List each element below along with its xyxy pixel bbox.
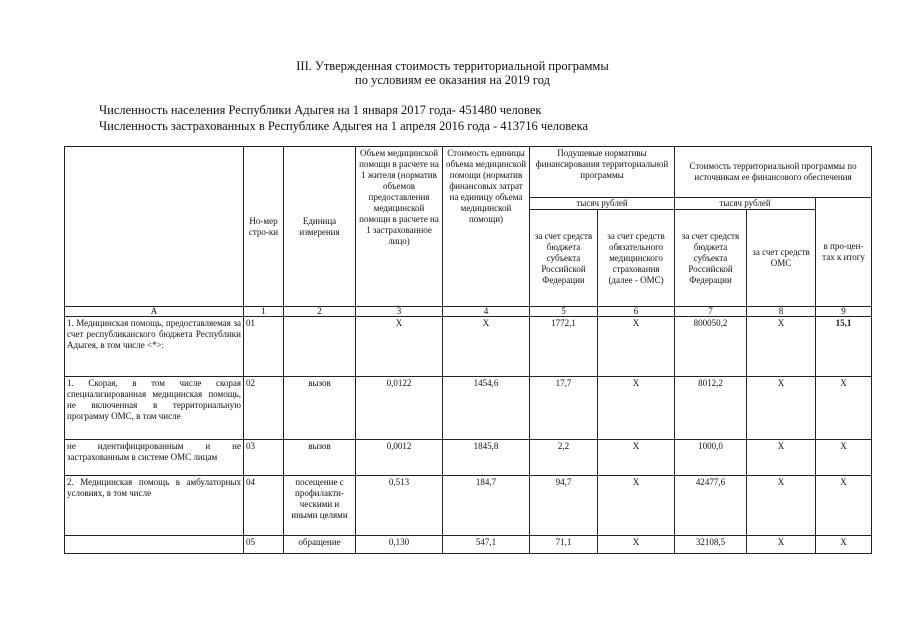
column-number: 6: [598, 307, 675, 317]
row-volume: 0,0012: [356, 440, 443, 476]
header-total-cost-group: Стоимость территориальной программы по источникам ее финансового обеспечения: [675, 147, 872, 198]
table-row: [65, 317, 872, 377]
table-row: [65, 536, 872, 554]
row-volume: 0,130: [356, 536, 443, 554]
row-per-capita-budget: 17,7: [530, 377, 598, 440]
row-total-budget: 8012,2: [675, 377, 747, 440]
header-per-capita-unit: тысяч рублей: [530, 198, 675, 210]
row-total-oms: Х: [747, 440, 816, 476]
row-per-capita-budget: 1772,1: [530, 317, 598, 377]
header-per-capita-group: Подушевые нормативы финансирования территориальной программы: [530, 147, 675, 198]
row-percent: Х: [816, 476, 872, 536]
row-per-capita-oms: Х: [598, 536, 675, 554]
column-number: 7: [675, 307, 747, 317]
row-per-capita-oms: Х: [598, 476, 675, 536]
column-number: А: [65, 307, 244, 317]
row-total-budget: 32108,5: [675, 536, 747, 554]
column-number: 9: [816, 307, 872, 317]
table-row: [65, 476, 872, 536]
header-per-capita-budget: за счет средств бюджета субъекта Российской Федерации: [530, 210, 598, 307]
column-number: 1: [244, 307, 284, 317]
header-total-unit: тысяч рублей: [675, 198, 816, 210]
header-unit: Единица измерения: [284, 147, 356, 307]
row-total-budget: 1000,0: [675, 440, 747, 476]
row-unit-cost: 547,1: [443, 536, 530, 554]
row-total-oms: Х: [747, 536, 816, 554]
document-title-line2: по условиям ее оказания на 2019 год: [355, 73, 550, 87]
row-total-budget: 800050,2: [675, 317, 747, 377]
row-percent: Х: [816, 377, 872, 440]
column-number: 3: [356, 307, 443, 317]
row-per-capita-budget: 94,7: [530, 476, 598, 536]
row-unit: [284, 317, 356, 377]
row-unit: вызов: [284, 377, 356, 440]
row-percent: Х: [816, 440, 872, 476]
header-row-number: Но-мер стро-ки: [244, 147, 284, 307]
row-per-capita-budget: 2,2: [530, 440, 598, 476]
row-per-capita-oms: Х: [598, 440, 675, 476]
row-unit: обращение: [284, 536, 356, 554]
row-line-number: 02: [244, 377, 284, 440]
row-percent: Х: [816, 536, 872, 554]
row-unit-cost: 1454,6: [443, 377, 530, 440]
row-per-capita-oms: Х: [598, 377, 675, 440]
row-line-number: 01: [244, 317, 284, 377]
row-percent: 15,1: [816, 317, 872, 377]
population-statement: Численность населения Республики Адыгея на 1 января 2017 года- 451480 человек: [99, 103, 542, 117]
row-total-oms: Х: [747, 317, 816, 377]
cost-table: [64, 146, 872, 554]
row-name: 1. Скорая, в том числе скорая специализированная медицинская помощь, не включенная в территориальную программу ОМС, в том числе: [65, 377, 244, 440]
header-total-percent: в про-цен-тах к итогу: [816, 198, 872, 307]
row-line-number: 05: [244, 536, 284, 554]
row-total-budget: 42477,6: [675, 476, 747, 536]
row-unit-cost: Х: [443, 317, 530, 377]
column-number: 2: [284, 307, 356, 317]
header-total-budget: за счет средств бюджета субъекта Российской Федерации: [675, 210, 747, 307]
row-line-number: 03: [244, 440, 284, 476]
row-line-number: 04: [244, 476, 284, 536]
row-name: 2. Медицинская помощь в амбулаторных условиях, в том числе: [65, 476, 244, 536]
row-per-capita-budget: 71,1: [530, 536, 598, 554]
header-total-oms: за счет средств ОМС: [747, 210, 816, 307]
row-name: [65, 536, 244, 554]
row-volume: 0,513: [356, 476, 443, 536]
row-total-oms: Х: [747, 377, 816, 440]
header-unit-cost: Стоимость единицы объема медицинской помощи (норматив финансовых затрат на единицу объема медицинской помощи): [443, 147, 530, 307]
row-name: 1. Медицинская помощь, предоставляемая за счет республиканского бюджета Республики Адыгея, в том числе <*>:: [65, 317, 244, 377]
row-unit: посещение с профилакти-ческими и иными целями: [284, 476, 356, 536]
document-title-line1: III. Утвержденная стоимость территориальной программы: [296, 59, 609, 73]
column-number: 5: [530, 307, 598, 317]
row-total-oms: Х: [747, 476, 816, 536]
row-name: не идентифицированным и не застрахованным в системе ОМС лицам: [65, 440, 244, 476]
table-row: [65, 377, 872, 440]
column-number: 8: [747, 307, 816, 317]
header-name: [65, 147, 244, 307]
row-unit-cost: 184,7: [443, 476, 530, 536]
row-per-capita-oms: Х: [598, 317, 675, 377]
column-number: 4: [443, 307, 530, 317]
header-volume: Объем медицинской помощи в расчете на 1 жителя (норматив объемов предоставления медицинской помощи в расчете на 1 застрахованное лицо): [356, 147, 443, 307]
header-per-capita-oms: за счет средств обязательного медицинского страхования (далее - ОМС): [598, 210, 675, 307]
row-volume: Х: [356, 317, 443, 377]
row-unit-cost: 1845,8: [443, 440, 530, 476]
row-volume: 0,0122: [356, 377, 443, 440]
insured-statement: Численность застрахованных в Республике Адыгея на 1 апреля 2016 года - 413716 человека: [99, 119, 589, 133]
table-row: [65, 440, 872, 476]
row-unit: вызов: [284, 440, 356, 476]
